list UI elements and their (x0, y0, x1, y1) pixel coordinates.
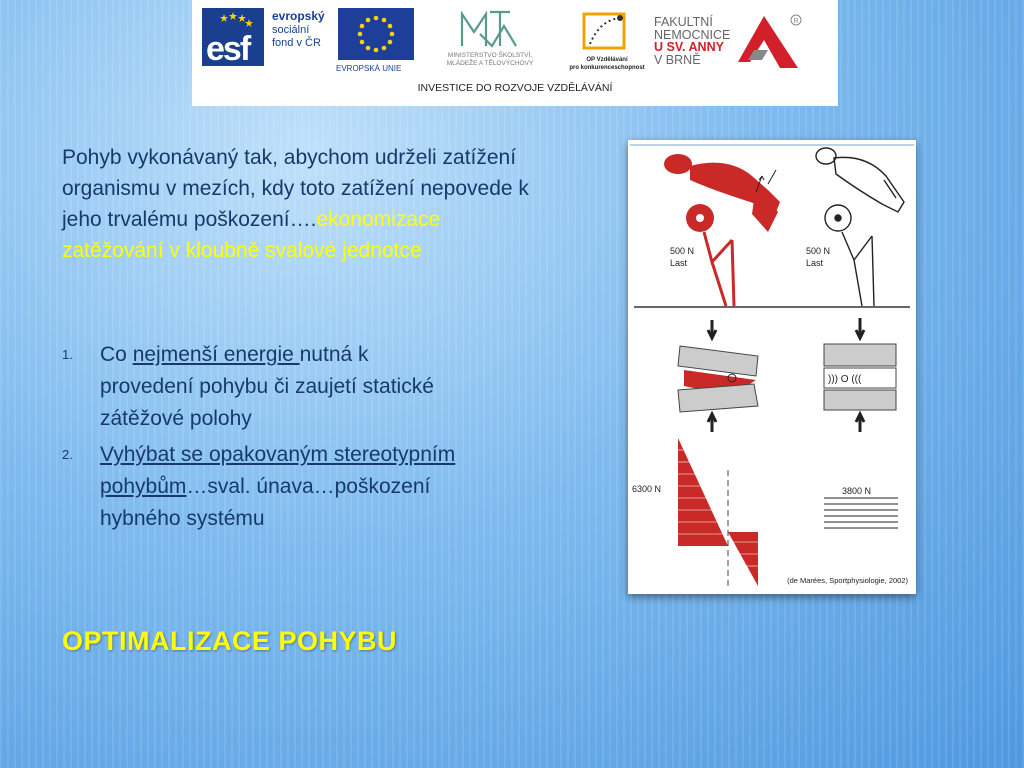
intro-highlight: ekonomizace zatěžování v kloubně svalové jednotce (62, 208, 441, 262)
last-left-label: Last (670, 258, 688, 268)
biomechanics-figure (628, 140, 916, 594)
svg-text:R: R (793, 18, 799, 25)
op-caption-1: OP Vzdělávání (586, 57, 628, 63)
numbered-list (62, 339, 462, 539)
eu-flag-icon (338, 8, 414, 60)
load-left-label: 500 N (670, 246, 695, 256)
fn-line-2: NEMOCNICE (654, 27, 731, 42)
msmt-caption-2: MLÁDEŽE A TĚLOVÝCHOVY (446, 60, 534, 67)
disc-compression-right-icon (824, 318, 896, 432)
fn-line-4: V BRNĚ (654, 52, 701, 67)
intro-text: Pohyb vykonávaný tak, abychom udrželi zatížení organismu v mezích, kdy toto zatížení nepovede k jeho trvalému poškození…. (62, 146, 529, 231)
list-number: 1. (62, 347, 73, 362)
eu-caption: EVROPSKÁ UNIE (336, 64, 402, 73)
esf-line-3: fond v ČR (272, 37, 321, 49)
slide-title: OPTIMALIZACE POHYBU (62, 626, 398, 656)
last-right-label: Last (806, 258, 824, 268)
force-right-label: 3800 N (842, 486, 872, 496)
figure-credit: (de Marées, Sportphysiologie, 2002) (787, 576, 908, 585)
force-distribution-right-icon (824, 498, 898, 528)
esf-mark: esf (206, 30, 250, 68)
esf-line-2: sociální (272, 24, 310, 36)
esf-stars-icon (202, 10, 264, 32)
list-text-after: …sval. únava…poškození hybného systému (100, 475, 431, 530)
investice-caption: INVESTICE DO ROZVOJE VZDĚLÁVÁNÍ (417, 82, 613, 94)
force-left-label: 6300 N (632, 484, 662, 494)
op-mark-icon (580, 10, 630, 54)
eu-stars-icon (338, 8, 414, 60)
op-caption-2: pro konkurenceschopnost (569, 65, 645, 71)
logo-banner (192, 0, 838, 106)
list-link[interactable]: Vyhýbat se opakovaným stereotypním pohybům (100, 443, 456, 498)
force-distribution-left-icon (678, 438, 758, 586)
op-logo (580, 10, 630, 54)
list-item (62, 439, 462, 535)
fnusa-mark-icon (724, 10, 804, 72)
msmt-mark-icon (424, 6, 554, 52)
svg-text:))) O (((: ))) O ((( (828, 374, 862, 385)
list-number: 2. (62, 447, 73, 462)
op-caption (560, 56, 654, 72)
fn-line-3: U SV. ANNY (654, 40, 724, 54)
fn-line-1: FAKULTNÍ (654, 15, 713, 29)
lifter-right-icon (816, 148, 904, 306)
list-item (62, 339, 462, 435)
intro-paragraph (62, 142, 532, 266)
esf-logo (202, 8, 264, 66)
disc-compression-left-icon (678, 320, 758, 432)
esf-label (272, 10, 325, 50)
esf-line-1: evropský (272, 9, 325, 23)
fnusa-label (654, 16, 730, 66)
fnusa-logo (724, 10, 804, 72)
figure-illustration (628, 140, 916, 594)
list-link[interactable]: nejmenší energie (132, 343, 300, 366)
msmt-caption (422, 52, 558, 68)
list-text-after: nutná k provedení pohybu či zaujetí statické zátěžové polohy (100, 343, 434, 430)
msmt-caption-1: MINISTERSTVO ŠKOLSTVÍ, (447, 52, 533, 59)
list-text-before: Co (100, 343, 133, 366)
load-right-label: 500 N (806, 246, 831, 256)
